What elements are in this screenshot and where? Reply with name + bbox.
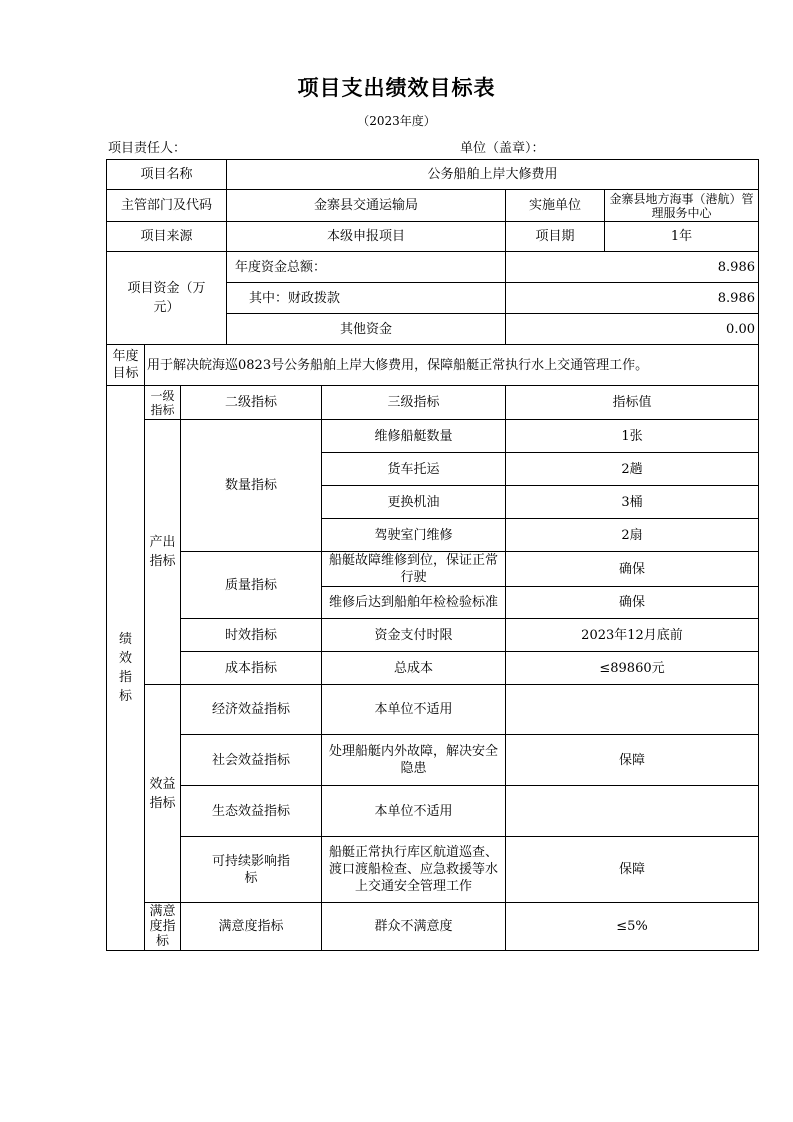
perf-label xyxy=(107,386,145,951)
table-row xyxy=(107,652,759,685)
header-value: 指标值 xyxy=(506,386,759,420)
impl-unit-label: 实施单位 xyxy=(506,190,605,222)
report-year: （2023年度） xyxy=(357,114,436,128)
qa2-value: 确保 xyxy=(506,587,759,619)
funds-fiscal-value: 8.986 xyxy=(506,283,759,314)
cost-value: ≤89860元 xyxy=(506,652,759,685)
qa1-value: 确保 xyxy=(506,552,759,587)
q3-name: 更换机油 xyxy=(322,486,506,519)
satisfaction-name: 群众不满意度 xyxy=(322,903,506,951)
sustain-value: 保障 xyxy=(506,837,759,903)
table-row xyxy=(107,420,759,453)
period-label: 项目期 xyxy=(506,222,605,252)
funds-label-text: 项目资金（万元） xyxy=(127,281,206,315)
sustain-name xyxy=(322,837,506,903)
cost-name: 总成本 xyxy=(322,652,506,685)
funds-other-label: 其他资金 xyxy=(227,314,506,345)
performance-table xyxy=(106,159,759,951)
output-label-text: 产出指标 xyxy=(149,535,176,569)
header-level2: 二级指标 xyxy=(181,386,322,420)
funds-total-label: 年度资金总额： xyxy=(227,252,506,283)
sustain-label xyxy=(181,837,322,903)
q4-name: 驾驶室门维修 xyxy=(322,519,506,552)
annual-goal-label-text: 年度目标 xyxy=(112,349,139,381)
table-row xyxy=(107,837,759,903)
social-label: 社会效益指标 xyxy=(181,735,322,786)
source-value: 本级申报项目 xyxy=(227,222,506,252)
sustain-label-text: 可持续影响指标 xyxy=(211,853,290,886)
social-name xyxy=(322,735,506,786)
table-row xyxy=(107,252,759,283)
page-title: 项目支出绩效目标表 xyxy=(297,76,496,100)
cost-label: 成本指标 xyxy=(181,652,322,685)
table-row xyxy=(107,685,759,735)
table-row xyxy=(107,786,759,837)
q1-name: 维修船艇数量 xyxy=(322,420,506,453)
unit-seal-label: 单位（盖章）： xyxy=(460,141,545,156)
header-level1 xyxy=(145,386,181,420)
social-name-text: 处理船艇内外故障，解决安全隐患 xyxy=(328,744,498,776)
time-name: 资金支付时限 xyxy=(322,619,506,652)
table-row xyxy=(107,222,759,252)
funds-total-value: 8.986 xyxy=(506,252,759,283)
project-name-value: 公务船舶上岸大修费用 xyxy=(227,160,759,190)
project-name-label: 项目名称 xyxy=(107,160,227,190)
responsible-person-label: 项目责任人： xyxy=(108,141,187,156)
econ-value xyxy=(506,685,759,735)
annual-goal-label xyxy=(107,345,145,386)
q2-value: 2趟 xyxy=(506,453,759,486)
annual-goal-text: 用于解决皖海巡0823号公务船舶上岸大修费用，保障船艇正常执行水上交通管理工作。 xyxy=(145,345,759,386)
funds-other-value: 0.00 xyxy=(506,314,759,345)
eco-value xyxy=(506,786,759,837)
satisfaction-sub-label: 满意度指标 xyxy=(181,903,322,951)
benefit-label-text: 效益指标 xyxy=(149,776,176,811)
header-level1-text: 一级指标 xyxy=(150,388,175,417)
quantity-label: 数量指标 xyxy=(181,420,322,552)
q2-name: 货车托运 xyxy=(322,453,506,486)
qa2-name: 维修后达到船舶年检检验标准 xyxy=(322,587,506,619)
satisfaction-label-text: 满意度指标 xyxy=(149,904,176,949)
time-label: 时效指标 xyxy=(181,619,322,652)
eco-name: 本单位不适用 xyxy=(322,786,506,837)
table-row xyxy=(107,160,759,190)
q1-value: 1张 xyxy=(506,420,759,453)
econ-label: 经济效益指标 xyxy=(181,685,322,735)
satisfaction-label xyxy=(145,903,181,951)
satisfaction-value: ≤5% xyxy=(506,903,759,951)
eco-label: 生态效益指标 xyxy=(181,786,322,837)
q4-value: 2扇 xyxy=(506,519,759,552)
impl-unit-value: 金寨县地方海事（港航）管理服务中心 xyxy=(605,190,759,222)
period-value: 1年 xyxy=(605,222,759,252)
qa1-name-text: 船艇故障维修到位，保证正常行驶 xyxy=(328,553,498,585)
q3-value: 3桶 xyxy=(506,486,759,519)
funds-fiscal-label: 其中：财政拨款 xyxy=(227,283,506,314)
funds-label xyxy=(107,252,227,345)
benefit-label xyxy=(145,685,181,903)
dept-value: 金寨县交通运输局 xyxy=(227,190,506,222)
output-label xyxy=(145,420,181,685)
table-row xyxy=(107,345,759,386)
table-row xyxy=(107,735,759,786)
source-label: 项目来源 xyxy=(107,222,227,252)
perf-label-text: 绩效指标 xyxy=(118,632,132,704)
social-value: 保障 xyxy=(506,735,759,786)
table-row xyxy=(107,386,759,420)
dept-label: 主管部门及代码 xyxy=(107,190,227,222)
sustain-name-text: 船艇正常执行库区航道巡查、渡口渡船检查、应急救援等水上交通安全管理工作 xyxy=(328,845,498,894)
table-row xyxy=(107,552,759,587)
econ-name: 本单位不适用 xyxy=(322,685,506,735)
time-value: 2023年12月底前 xyxy=(506,619,759,652)
header-level3: 三级指标 xyxy=(322,386,506,420)
table-row xyxy=(107,190,759,222)
quality-label: 质量指标 xyxy=(181,552,322,619)
qa1-name xyxy=(322,552,506,587)
table-row xyxy=(107,619,759,652)
table-row xyxy=(107,903,759,951)
